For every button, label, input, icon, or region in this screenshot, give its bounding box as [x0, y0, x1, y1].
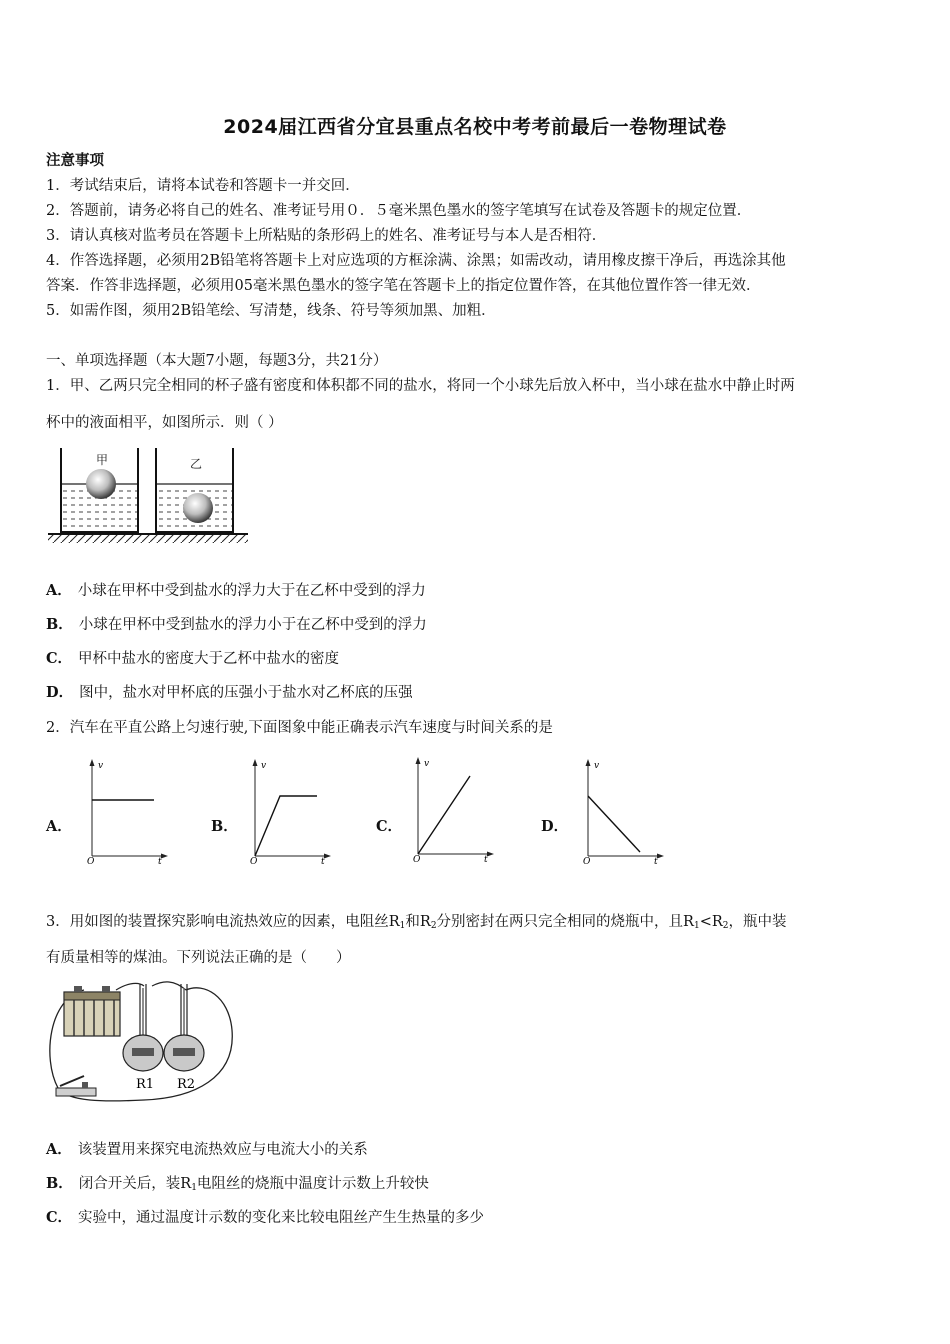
ball-icon: [86, 469, 116, 499]
notice-item-5: 5．如需作图，须用2B铅笔绘、写清楚，线条、符号等须加黑、加粗．: [46, 303, 496, 319]
battery-icon: [64, 986, 120, 1036]
axis-t-label: t: [484, 855, 488, 864]
axis-v-label: v: [594, 761, 600, 771]
section-heading: 一、单项选择题（本大题7小题，每题3分，共21分）: [46, 353, 388, 369]
q1-option-d: D． 图中，盐水对甲杯底的压强小于盐水对乙杯底的压强: [46, 684, 413, 701]
origin-label: O: [87, 857, 95, 866]
q2-graph-a: [82, 756, 172, 866]
q2-graph-label-b: B．: [211, 818, 238, 835]
axis-v-label: v: [424, 759, 430, 769]
q2-graph-d: [578, 756, 668, 866]
q3-stem-line1: 3．用如图的装置探究影响电流热效应的因素，电阻丝$R_1$和$R_2$分别密封在两只完全相同的烧瓶中，且$R_1<R_2$，瓶中装: [46, 914, 787, 931]
velocity-line: [255, 796, 317, 856]
axis-t-label: t: [654, 857, 658, 866]
notice-item-3: 3．请认真核对监考员在答题卡上所粘贴的条形码上的姓名、准考证号与本人是否相符．: [46, 228, 607, 244]
q2-graph-label-d: D．: [541, 818, 569, 835]
notice-item-2: 2．答题前，请务必将自己的姓名、准考证号用０．５毫米黑色墨水的签字笔填写在试卷及答题卡的规定位置．: [46, 203, 752, 219]
axis-t-label: t: [321, 857, 325, 866]
origin-label: O: [583, 857, 591, 866]
notice-heading: 注意事项: [46, 152, 104, 169]
q2-graph-b: [245, 756, 335, 866]
q1-stem-line1: 1．甲、乙两只完全相同的杯子盛有密度和体积都不同的盐水，将同一个小球先后放入杯中，当小球在盐水中静止时两: [46, 378, 795, 394]
velocity-line: [418, 776, 470, 854]
q3-option-b: B． 闭合开关后，装$R_1$电阻丝的烧瓶中温度计示数上升较快: [46, 1175, 429, 1193]
axis-v-label: v: [261, 761, 267, 771]
flask-label-r2: R2: [177, 1077, 196, 1092]
q3-stem-line2: 有质量相等的煤油。下列说法正确的是（ ）: [46, 950, 351, 966]
origin-label: O: [413, 855, 421, 864]
q1-option-c: C． 甲杯中盐水的密度大于乙杯中盐水的密度: [46, 650, 340, 667]
q2-graph-label-c: C．: [376, 818, 403, 835]
q2-graph-c: [408, 754, 498, 864]
flask-r2: [164, 984, 204, 1071]
notice-item-1: 1．考试结束后，请将本试卷和答题卡一并交回．: [46, 178, 360, 194]
origin-label: O: [250, 857, 258, 866]
switch-icon: [56, 1076, 96, 1096]
velocity-line: [588, 796, 640, 852]
axis-t-label: t: [158, 857, 162, 866]
q2-graph-label-a: A．: [46, 818, 72, 835]
flask-r1: [123, 984, 163, 1071]
page-title: 2024届江西省分宜县重点名校中考考前最后一卷物理试卷: [223, 116, 727, 138]
notice-item-4-cont: 答案．作答非选择题，必须用05毫米黑色墨水的签字笔在答题卡上的指定位置作答，在其他位置作答一律无效．: [46, 278, 761, 294]
ball-icon: [183, 493, 213, 523]
notice-item-4: 4．作答选择题，必须用2B铅笔将答题卡上对应选项的方框涂满、涂黑；如需改动，请用橡皮擦干净后，再选涂其他: [46, 253, 786, 269]
flask-label-r1: R1: [136, 1077, 155, 1092]
cup-label-jia: 甲: [96, 453, 109, 467]
cup-label-yi: 乙: [190, 457, 203, 471]
axis-v-label: v: [98, 761, 104, 771]
q1-option-b: B． 小球在甲杯中受到盐水的浮力小于在乙杯中受到的浮力: [46, 616, 427, 633]
ground-hatch: [48, 535, 248, 543]
q1-option-a: A． 小球在甲杯中受到盐水的浮力大于在乙杯中受到的浮力: [46, 582, 426, 599]
q1-stem-line2: 杯中的液面相平，如图所示．则（ ）: [46, 415, 283, 431]
q3-option-c: C． 实验中，通过温度计示数的变化来比较电阻丝产生生热量的多少: [46, 1209, 485, 1226]
q3-option-a: A． 该装置用来探究电流热效应与电流大小的关系: [46, 1141, 368, 1158]
q1-cups-figure: [46, 446, 250, 544]
q2-stem: 2．汽车在平直公路上匀速行驶,下面图象中能正确表示汽车速度与时间关系的是: [46, 720, 553, 736]
q3-circuit-figure: [44, 978, 240, 1108]
